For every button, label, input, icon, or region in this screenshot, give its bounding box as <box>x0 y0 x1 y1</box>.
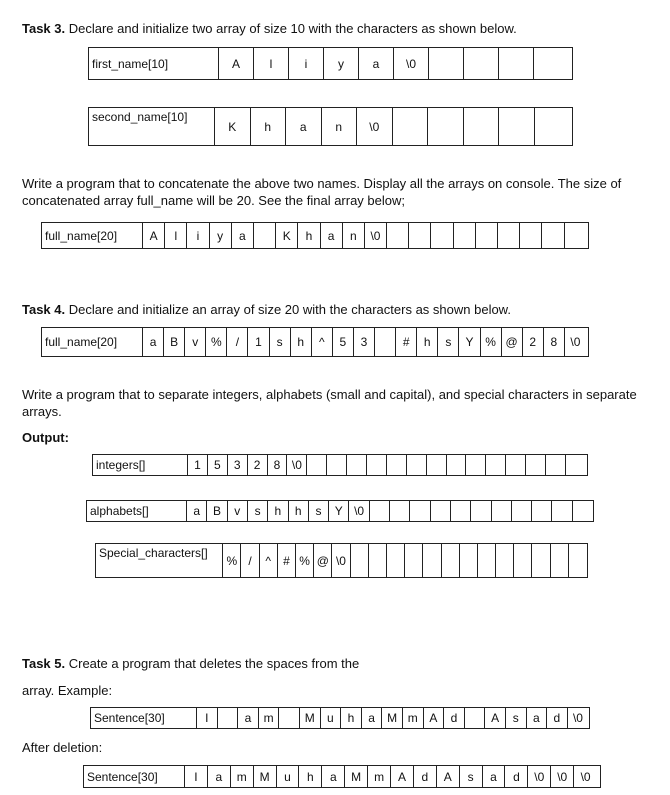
array-cell: s <box>438 328 459 356</box>
array-cell <box>367 455 387 475</box>
task3-heading: Task 3. <box>22 21 66 36</box>
special-characters-array <box>95 543 588 578</box>
array-cell: a <box>527 708 548 728</box>
array-cell: M <box>254 766 277 787</box>
array-cell <box>532 501 552 521</box>
array-cell <box>387 223 409 248</box>
array-cell: h <box>289 501 309 521</box>
task4-statement <box>22 301 662 318</box>
array-cell: 8 <box>544 328 565 356</box>
array-cell: 5 <box>208 455 228 475</box>
array-cell <box>409 223 431 248</box>
array-cell: h <box>251 108 287 145</box>
array-cell <box>552 501 572 521</box>
array-label: first_name[10] <box>89 48 219 79</box>
array-cell: y <box>210 223 232 248</box>
array-cell <box>551 544 569 577</box>
output-label: Output: <box>22 430 69 445</box>
array-cell <box>407 455 427 475</box>
array-cell: d <box>505 766 528 787</box>
array-cell <box>431 223 453 248</box>
array-cell <box>254 223 276 248</box>
array-cell: a <box>359 48 394 79</box>
task3-text: Declare and initialize two array of size 10 with the characters as shown below. <box>65 21 517 36</box>
array-cell <box>471 501 491 521</box>
array-cell: \0 <box>357 108 393 145</box>
array-cell <box>573 501 593 521</box>
array-cell: m <box>259 708 280 728</box>
array-cell: B <box>207 501 227 521</box>
array-cell: d <box>414 766 437 787</box>
array-cell: h <box>268 501 288 521</box>
integers-array <box>92 454 588 476</box>
array-cell <box>466 455 486 475</box>
array-cell: K <box>215 108 251 145</box>
array-cell: a <box>286 108 322 145</box>
array-cell: h <box>341 708 362 728</box>
array-cell: a <box>362 708 383 728</box>
array-cell: h <box>298 223 320 248</box>
array-cell: s <box>248 501 268 521</box>
array-cell: a <box>321 223 343 248</box>
array-cell: s <box>270 328 291 356</box>
array-cell: n <box>343 223 365 248</box>
task5-heading: Task 5. <box>22 656 66 671</box>
array-cell: \0 <box>332 544 350 577</box>
array-cell: h <box>299 766 322 787</box>
array-cell: K <box>276 223 298 248</box>
task3-instruction: Write a program that to concatenate the above two names. Display all the arrays on console. The size of concatenated array full_name will be 20. See the final array below; <box>22 176 622 208</box>
array-cell: \0 <box>349 501 369 521</box>
array-cell: m <box>368 766 391 787</box>
array-cell: a <box>187 501 207 521</box>
array-cell <box>546 455 566 475</box>
array-cell: h <box>291 328 312 356</box>
array-cell: s <box>309 501 329 521</box>
array-cell: 3 <box>228 455 248 475</box>
array-cell: A <box>391 766 414 787</box>
array-cell: % <box>296 544 314 577</box>
full-name-array <box>41 222 589 249</box>
array-cell <box>569 544 587 577</box>
array-cell: ^ <box>260 544 278 577</box>
second-name-array <box>88 107 573 146</box>
task5-text-line2: array. Example: <box>22 683 113 698</box>
array-cell: Y <box>459 328 480 356</box>
array-cell <box>387 455 407 475</box>
array-cell <box>369 544 387 577</box>
array-cell: \0 <box>528 766 551 787</box>
task5-text-line1: Create a program that deletes the spaces from the <box>65 656 360 671</box>
array-cell <box>447 455 467 475</box>
array-cell <box>464 108 500 145</box>
array-cell: A <box>485 708 506 728</box>
array-cell: a <box>232 223 254 248</box>
array-cell <box>499 48 534 79</box>
array-cell: A <box>437 766 460 787</box>
array-cell: 3 <box>354 328 375 356</box>
array-cell: / <box>227 328 248 356</box>
array-cell: @ <box>314 544 332 577</box>
after-deletion-label: After deletion: <box>22 740 103 755</box>
array-cell <box>442 544 460 577</box>
array-cell: a <box>483 766 506 787</box>
array-label: second_name[10] <box>89 108 215 145</box>
array-cell <box>534 48 569 79</box>
array-cell: d <box>444 708 465 728</box>
array-cell <box>428 108 464 145</box>
array-cell <box>486 455 506 475</box>
array-cell: I <box>197 708 218 728</box>
task4-full-name-array <box>41 327 589 357</box>
array-cell <box>451 501 471 521</box>
array-cell: % <box>223 544 241 577</box>
array-cell: \0 <box>365 223 387 248</box>
array-cell: h <box>417 328 438 356</box>
array-cell <box>375 328 396 356</box>
array-cell <box>496 544 514 577</box>
array-label: Sentence[30] <box>91 708 197 728</box>
array-cell: 1 <box>188 455 208 475</box>
array-cell <box>347 455 367 475</box>
sentence-before-array <box>90 707 590 729</box>
array-cell <box>405 544 423 577</box>
task4-text: Declare and initialize an array of size 20 with the characters as shown below. <box>65 302 511 317</box>
task5-statement <box>22 655 662 672</box>
array-cell: \0 <box>570 335 581 349</box>
array-cell: # <box>396 328 417 356</box>
array-cell: u <box>321 708 342 728</box>
array-cell: @ <box>502 328 523 356</box>
alphabets-array <box>86 500 594 522</box>
sentence-after-array <box>83 765 601 788</box>
first-name-array <box>88 47 573 80</box>
array-cell <box>387 544 405 577</box>
array-cell <box>390 501 410 521</box>
array-cell: i <box>187 223 209 248</box>
array-label: alphabets[] <box>87 501 187 521</box>
array-cell: d <box>547 708 568 728</box>
array-cell: l <box>254 48 289 79</box>
array-cell <box>327 455 347 475</box>
array-label: Sentence[30] <box>84 766 185 787</box>
array-cell: v <box>185 328 206 356</box>
array-cell <box>429 48 464 79</box>
array-cell: M <box>345 766 368 787</box>
array-cell <box>520 223 542 248</box>
array-cell <box>465 708 486 728</box>
array-cell: v <box>228 501 248 521</box>
array-cell: 2 <box>523 328 544 356</box>
array-cell: a <box>322 766 345 787</box>
array-cell: \0 <box>551 766 574 787</box>
array-cell <box>532 544 550 577</box>
array-cell <box>423 544 441 577</box>
array-cell: 5 <box>333 328 354 356</box>
array-cell: u <box>277 766 300 787</box>
task4-heading: Task 4. <box>22 302 66 317</box>
array-cell: Y <box>329 501 349 521</box>
array-cell <box>542 223 564 248</box>
array-cell <box>506 455 526 475</box>
array-cell: s <box>506 708 527 728</box>
array-cell <box>279 708 300 728</box>
array-cell <box>410 501 430 521</box>
array-cell <box>535 108 571 145</box>
array-cell: \0 <box>572 711 583 725</box>
array-cell: # <box>278 544 296 577</box>
array-cell: 1 <box>248 328 269 356</box>
array-cell: A <box>219 48 254 79</box>
array-cell: m <box>403 708 424 728</box>
array-cell: M <box>300 708 321 728</box>
task3-statement <box>22 20 662 37</box>
array-cell: \0 <box>287 455 307 475</box>
array-cell: n <box>322 108 358 145</box>
array-cell: y <box>324 48 359 79</box>
array-cell <box>476 223 498 248</box>
array-cell <box>512 501 532 521</box>
array-cell: a <box>238 708 259 728</box>
array-cell: B <box>164 328 185 356</box>
array-cell: % <box>481 328 502 356</box>
array-cell: a <box>208 766 231 787</box>
array-cell: s <box>460 766 483 787</box>
array-cell <box>460 544 478 577</box>
array-cell: I <box>185 766 208 787</box>
array-cell: i <box>289 48 324 79</box>
array-cell <box>514 544 532 577</box>
array-cell <box>492 501 512 521</box>
array-cell <box>454 223 476 248</box>
array-cell <box>498 223 520 248</box>
array-cell <box>565 223 587 248</box>
array-cell: a <box>143 328 164 356</box>
task4-instruction: Write a program that to separate integers, alphabets (small and capital), and special characters in separate arrays. <box>22 387 637 419</box>
array-label: Special_characters[] <box>96 544 223 577</box>
array-cell: A <box>143 223 165 248</box>
array-label: full_name[20] <box>42 328 143 356</box>
array-cell: m <box>231 766 254 787</box>
array-cell <box>427 455 447 475</box>
array-cell <box>526 455 546 475</box>
array-cell: M <box>382 708 403 728</box>
array-cell: / <box>241 544 259 577</box>
array-cell: 2 <box>248 455 268 475</box>
array-cell: A <box>424 708 445 728</box>
array-cell <box>431 501 451 521</box>
array-cell <box>370 501 390 521</box>
array-cell: ^ <box>312 328 333 356</box>
array-label: full_name[20] <box>42 223 143 248</box>
array-cell <box>499 108 535 145</box>
array-cell <box>464 48 499 79</box>
array-cell <box>393 108 429 145</box>
array-cell <box>566 455 586 475</box>
array-cell <box>351 544 369 577</box>
array-cell <box>218 708 239 728</box>
array-cell: l <box>165 223 187 248</box>
array-cell: 8 <box>268 455 288 475</box>
array-cell: \0 <box>394 48 429 79</box>
array-cell: % <box>206 328 227 356</box>
array-cell <box>307 455 327 475</box>
array-label: integers[] <box>93 455 188 475</box>
array-cell: \0 <box>580 769 591 784</box>
array-cell <box>478 544 496 577</box>
